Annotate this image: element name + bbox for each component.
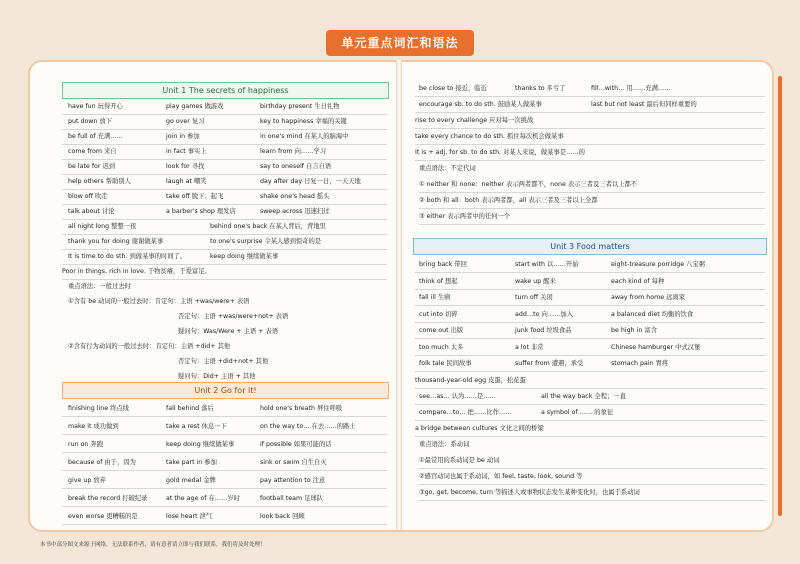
vocab-row	[62, 220, 387, 235]
grammar-line: ②感官动词也属于系动词，如 feel, taste, look, sound 等	[419, 470, 765, 485]
grammar-line: ③go, get, become, turn 等描述人或事物状态发生某种变化时，也属于系动词	[419, 486, 765, 501]
vocab-item: be late for 迟到	[68, 163, 116, 170]
vocab-item: keep doing 继续做某事	[166, 441, 235, 448]
vocab-item: be full of 充满……	[68, 133, 123, 140]
grammar-line: 疑问句：Did+ 主语 + 其他	[178, 373, 256, 380]
vocab-item: day after day 日复一日，一天天地	[260, 178, 361, 185]
unit-2-heading: Unit 2 Go for it!	[62, 382, 389, 399]
vocab-row	[62, 235, 387, 250]
vocab-item: even worse 更糟糕的是	[68, 513, 138, 520]
vocab-item: each kind of 每种	[611, 277, 665, 285]
vocab-item: go over 复习	[166, 118, 205, 125]
vocab-item: thanks to 多亏了	[515, 85, 566, 92]
vocab-item: add…to 向……加入	[515, 310, 573, 318]
vocab-item: learn from 向……学习	[260, 148, 327, 155]
vocab-item: lose heart 泄气	[166, 513, 213, 520]
vocab-row	[62, 130, 387, 145]
vocab-item: fall behind 落后	[166, 405, 214, 412]
vocab-item: be high in 富含	[611, 327, 657, 334]
vocab-line: a bridge between cultures 文化之间的桥梁	[415, 422, 765, 437]
vocab-item: see…as… 认为……是……	[419, 392, 496, 400]
vocab-item: turn off 关闭	[515, 294, 553, 301]
vocab-row	[415, 82, 765, 97]
vocab-row	[415, 308, 765, 323]
vocab-item: start with 以……开始	[515, 261, 579, 268]
grammar-line: 否定句：主语 +did+not+ 其他	[178, 358, 269, 365]
vocab-item: in fact 事实上	[166, 148, 207, 155]
vocab-row	[62, 190, 387, 205]
vocab-item: to one's surprise 令某人感到惊奇的是	[210, 238, 322, 245]
vocab-item: blow off 吹走	[68, 193, 108, 200]
vocab-item: help others 帮助别人	[68, 178, 131, 185]
vocab-item: at the age of 在……岁时	[166, 495, 240, 502]
vocab-item: on the way to… 在去……的路上	[260, 423, 356, 430]
vocab-item: fall ill 生病	[419, 294, 451, 301]
vocab-item: because of 由于，因为	[68, 459, 136, 466]
vocab-item: if possible 如果可能的话	[260, 441, 332, 448]
vocab-item: break the record 打破纪录	[68, 495, 148, 502]
grammar-title: 重点语法：一般过去时	[68, 283, 131, 290]
vocab-item: folk tale 民间故事	[419, 360, 472, 367]
vocab-item: thank you for doing 谢谢做某事	[68, 238, 164, 245]
unit-1-heading: Unit 1 The secrets of happiness	[62, 82, 389, 99]
vocab-row	[62, 100, 387, 115]
vocab-item: in one's mind 在某人的脑海中	[260, 133, 349, 140]
vocab-item: key to happiness 幸福的关键	[260, 118, 347, 125]
vocab-item: hold one's breath 屏住呼吸	[260, 405, 343, 412]
grammar-title: 重点语法：不定代词	[419, 165, 476, 172]
proverb: Poor in things, rich in love. 于物贫瘠，于爱富足。	[62, 265, 387, 280]
vocab-item: wake up 醒来	[515, 277, 556, 285]
vocab-row	[62, 510, 387, 525]
vocab-item: join in 参加	[166, 133, 200, 140]
vocab-item: too much 太多	[419, 343, 464, 351]
grammar-line: 疑问句：Was/Were + 主语 + 表语	[178, 328, 279, 335]
vocab-row	[62, 250, 387, 265]
vocab-item: sweep across 迅速扫过	[260, 208, 330, 215]
vocab-item: play games 做游戏	[166, 103, 224, 110]
grammar-line: ①含有 be 动词的一般过去时：肯定句：主语 +was/were+ 表语	[68, 298, 250, 305]
vocab-item: pay attention to 注意	[260, 477, 326, 484]
vocab-item: make it 成功做到	[68, 423, 119, 430]
vocab-item: look for 寻找	[166, 163, 205, 170]
vocab-item: encourage sb. to do sth. 鼓励某人做某事	[419, 101, 542, 108]
right-edge-strip	[778, 76, 782, 516]
vocab-item: a barber's shop 理发店	[166, 208, 236, 215]
vocab-item: look back 回顾	[260, 513, 305, 520]
grammar-line: ② both 和 all：both 表示两者都，all 表示三者及三者以上全都	[419, 194, 765, 209]
vocab-item: suffer from 遭遇，承受	[515, 360, 584, 367]
vocab-item: think of 想起	[419, 277, 458, 285]
vocab-item: all night long 整整一夜	[68, 223, 137, 230]
vocab-row	[415, 324, 765, 339]
vocab-item: come from 来自	[68, 148, 117, 155]
vocab-item: football team 足球队	[260, 495, 323, 502]
vocab-row	[62, 438, 387, 453]
vocab-item: finishing line 终点线	[68, 405, 129, 412]
vocab-item: sink or swim 自生自灭	[260, 459, 327, 466]
vocab-item: last but not least 最后但同样重要的	[591, 101, 697, 108]
vocab-line: rise to every challenge 应对每一次挑战	[415, 114, 765, 129]
vocab-item: gold medal 金牌	[166, 477, 216, 484]
vocab-item: Chinese hamburger 中式汉堡	[611, 343, 701, 351]
grammar-line: ②含有行为动词的一般过去时：肯定句：主语 +did+ 其他	[68, 343, 231, 350]
vocab-item: be close to 接近，临近	[419, 85, 487, 92]
vocab-item: say to oneself 自言自语	[260, 163, 332, 170]
vocab-item: laugh at 嘲笑	[166, 178, 207, 185]
vocab-item: stomach pain 胃疼	[611, 360, 669, 367]
vocab-item: give up 放弃	[68, 477, 106, 484]
vocab-row	[415, 341, 765, 356]
vocab-item: a symbol of …… 的象征	[541, 408, 614, 416]
grammar-line: 否定句：主语 +was/were+not+ 表语	[178, 313, 289, 320]
vocab-item: bring back 带回	[419, 261, 467, 268]
vocab-row	[62, 456, 387, 471]
vocab-row	[62, 492, 387, 507]
vocab-row	[415, 258, 765, 273]
unit-3-heading: Unit 3 Food matters	[413, 238, 767, 255]
vocab-row	[62, 205, 387, 220]
vocab-item: a balanced diet 均衡的饮食	[611, 310, 694, 318]
vocab-item: It is time to do sth. 到做某事的时间了。	[68, 253, 187, 260]
vocab-item: run on 奔跑	[68, 441, 104, 448]
vocab-item: take a rest 休息一下	[166, 423, 227, 430]
vocab-row	[415, 98, 765, 113]
vocab-item: junk food 垃圾食品	[515, 327, 572, 334]
vocab-item: cut into 切碎	[419, 310, 458, 318]
vocab-row	[415, 357, 765, 372]
vocab-row	[62, 420, 387, 435]
vocab-item: take off 脱下；起飞	[166, 193, 224, 200]
vocab-row	[62, 115, 387, 130]
vocab-row	[62, 474, 387, 489]
grammar-line: ① neither 和 none：neither 表示两者都不，none 表示三者及三者以上都不	[419, 178, 765, 193]
vocab-item: compare…to… 把……比作……	[419, 408, 512, 416]
vocab-item: a lot 非常	[515, 343, 544, 351]
footer-note: 本书中部分图文来源于网络，无法联系作者，请有意者请立即与我们联系，我们将及时处理！	[40, 542, 266, 548]
page-fold	[396, 60, 402, 530]
vocab-row	[415, 291, 765, 306]
vocab-row	[62, 145, 387, 160]
vocab-item: have fun 玩得开心	[68, 103, 123, 110]
vocab-row	[415, 275, 765, 290]
grammar-line: ③ either 表示两者中的任何一个	[419, 210, 765, 225]
vocab-item: fill…with… 用……充满……	[591, 85, 671, 92]
section-banner: 单元重点词汇和语法	[326, 30, 474, 56]
vocab-item: take part in 参加	[166, 459, 217, 466]
vocab-item: birthday present 生日礼物	[260, 103, 340, 110]
vocab-item: behind one's back 在某人背后，背地里	[210, 223, 326, 230]
vocab-item: away from home 远离家	[611, 294, 685, 301]
vocab-row	[415, 390, 765, 405]
vocab-row	[62, 175, 387, 190]
vocab-row	[62, 402, 387, 417]
grammar-title: 重点语法：系动词	[419, 440, 470, 448]
vocab-item: come out 出版	[419, 327, 464, 334]
vocab-item: put down 放下	[68, 118, 113, 125]
vocab-line: take every chance to do sth. 抓住每次机会做某事	[415, 130, 765, 145]
vocab-row	[62, 160, 387, 175]
vocab-item: all the way back 全程；一直	[541, 392, 626, 400]
vocab-line: thousand-year-old egg 皮蛋，松花蛋	[415, 374, 765, 389]
vocab-item: keep doing 继续做某事	[210, 253, 279, 260]
vocab-line: It is + adj. for sb. to do sth. 对某人来说，做某事是……的	[415, 146, 765, 161]
vocab-row	[415, 406, 765, 421]
vocab-item: shake one's head 摇头	[260, 193, 330, 200]
vocab-item: eight-treasure porridge 八宝粥	[611, 261, 706, 268]
vocab-item: talk about 讨论	[68, 208, 115, 215]
grammar-line: ①最常用的系动词是 be 动词	[419, 454, 765, 469]
